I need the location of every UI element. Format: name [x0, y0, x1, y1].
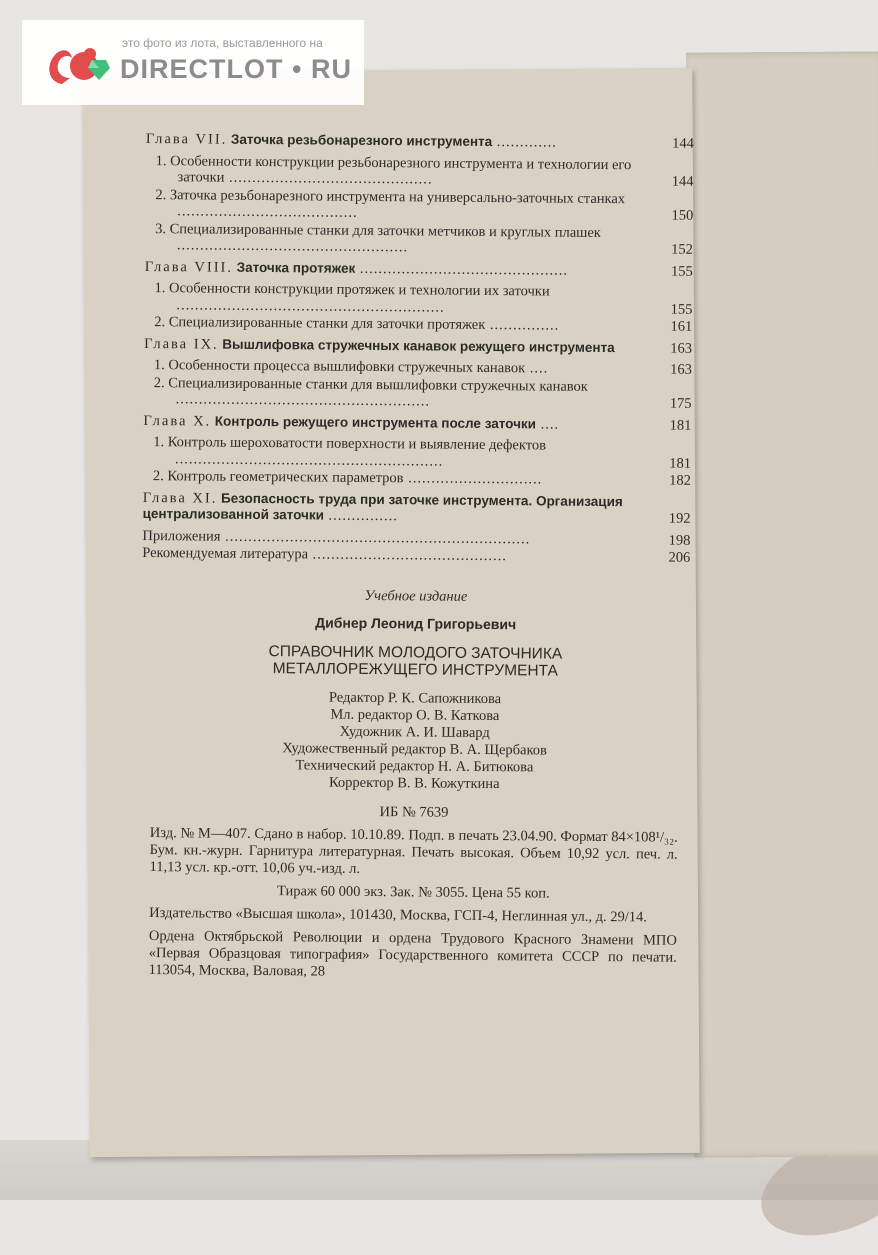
- circulation: Тираж 60 000 экз. Зак. № 3055. Цена 55 коп.: [139, 881, 687, 903]
- edition-type: Учебное издание: [142, 585, 690, 607]
- entry-text: 1. Особенности конструкции протяжек и технологии их заточки: [155, 280, 550, 299]
- table-of-contents: [142, 131, 694, 566]
- toc-entry-label: [177, 221, 653, 258]
- toc-entry-label: [176, 314, 652, 335]
- dot-leader: ............................................: [224, 170, 432, 188]
- chapter-number: Глава VIII.: [145, 258, 233, 275]
- watermark-brand: DIRECTLOT • RU: [120, 54, 352, 85]
- toc-entry-label: [146, 131, 654, 152]
- entry-text: 1. Особенности процесса вышлифовки стружечных канавок: [154, 357, 525, 376]
- page-number: 144: [653, 173, 693, 190]
- toc-section: [148, 375, 692, 413]
- chapter-number: Глава X.: [143, 412, 211, 429]
- page-number: 150: [653, 207, 693, 224]
- typography: Ордена Октябрьской Революции и ордена Трудового Красного Знамени МПО «Первая Образцовая типография» Государственного комитета СССР по печати. 113054, Москва, Валовая, 28: [139, 927, 687, 983]
- toc-chapter: [146, 131, 694, 152]
- toc-chapter: [143, 412, 691, 433]
- toc-section: [147, 468, 691, 489]
- dot-leader: ..................................................................: [220, 528, 530, 547]
- page-number: 155: [652, 301, 692, 318]
- chapter-title: Контроль режущего инструмента после заточки: [215, 413, 536, 431]
- watermark-banner: [22, 20, 364, 105]
- dot-leader: ..........................................................: [176, 297, 444, 315]
- dot-leader: .............: [492, 134, 557, 151]
- staff-line: Корректор В. В. Кожуткина: [140, 772, 688, 794]
- toc-chapter: [144, 335, 692, 356]
- entry-text: 2. Специализированные станки для вышлифовки стружечных канавок: [154, 375, 588, 395]
- book-title: [141, 641, 689, 680]
- printing-details: Изд. № М—407. Сдано в набор. 10.10.89. Подп. в печать 23.04.90. Формат 84×108¹/₃₂. Бум. кн.-журн. Гарнитура литературная. Печать высокая. Объем 10,92 усл. печ. л. 11,13 усл. кр.-отт. 10,06 уч.-изд. л.: [139, 824, 687, 880]
- book-title-line: МЕТАЛЛОРЕЖУЩЕГО ИНСТРУМЕНТА: [141, 658, 689, 680]
- toc-entry-label: [176, 375, 652, 412]
- chapter-number: Глава IX.: [144, 335, 219, 352]
- entry-text: 1. Контроль шероховатости поверхности и выявление дефектов: [153, 434, 546, 453]
- staff-line: Мл. редактор О. В. Каткова: [141, 704, 689, 726]
- imprint: [139, 585, 690, 983]
- toc-entry-label: [144, 335, 652, 356]
- dot-leader: ...............: [324, 508, 398, 525]
- page-number: 175: [652, 395, 692, 412]
- dot-leader: ....: [536, 416, 559, 432]
- page-number: 144: [654, 135, 694, 152]
- chapter-title: Заточка протяжек: [237, 259, 356, 275]
- dot-leader: .......................................................: [176, 391, 431, 409]
- chapter-number: Глава VII.: [146, 131, 228, 148]
- toc-section: [149, 187, 693, 225]
- dot-leader: .......................................: [177, 203, 358, 221]
- entry-text: 2. Контроль геометрических параметров: [153, 468, 404, 486]
- toc-entry-label: [175, 468, 651, 489]
- book-title-line: СПРАВОЧНИК МОЛОДОГО ЗАТОЧНИКА: [141, 641, 689, 663]
- toc-chapter: [143, 489, 691, 527]
- staff-list: [140, 687, 689, 794]
- toc-entry-label: [177, 153, 653, 190]
- toc-entry-label: [142, 545, 650, 566]
- page-number: 163: [652, 361, 692, 378]
- page-number: 155: [653, 263, 693, 280]
- page-number: 182: [651, 472, 691, 489]
- entry-text: 2. Заточка резьбонарезного инструмента на универсально-заточных станках: [155, 187, 625, 207]
- entry-text: Рекомендуемая литература: [142, 545, 308, 562]
- dot-leader: ..........................................: [308, 546, 507, 564]
- page-number: 161: [652, 318, 692, 335]
- toc-entry-label: [145, 258, 653, 279]
- dot-leader: .............................................: [355, 260, 568, 278]
- squirrel-logo-icon: [44, 38, 112, 90]
- page-number: 198: [650, 532, 690, 549]
- page-number: 152: [653, 241, 693, 258]
- staff-line: Редактор Р. К. Сапожникова: [141, 687, 689, 709]
- ib-number: ИБ № 7639: [140, 801, 688, 823]
- dot-leader: ..........................................................: [175, 451, 443, 469]
- entry-text: 2. Специализированные станки для заточки протяжек: [154, 314, 485, 333]
- entry-text: Приложения: [142, 527, 220, 544]
- chapter-title: Безопасность труда при заточке инструмента. Организация централизованной заточки: [143, 490, 623, 522]
- entry-text: 1. Особенности конструкции резьбонарезного инструмента и технологии его заточки: [156, 153, 632, 186]
- chapter-title: Заточка резьбонарезного инструмента: [231, 132, 492, 149]
- page-number: 163: [652, 340, 692, 357]
- toc-chapter: [145, 258, 693, 279]
- facing-page: [686, 51, 878, 1157]
- page-number: 206: [650, 549, 690, 566]
- page-number: 181: [651, 417, 691, 434]
- toc-item: [142, 545, 690, 566]
- toc-section: [149, 221, 693, 259]
- toc-section: [148, 280, 692, 318]
- toc-section: [148, 314, 692, 335]
- dot-leader: ...............: [485, 317, 559, 334]
- chapter-number: Глава XI.: [143, 489, 218, 506]
- toc-section: [147, 434, 691, 472]
- toc-entry-label: [177, 187, 653, 224]
- publisher: Издательство «Высшая школа», 101430, Москва, ГСП-4, Неглинная ул., д. 29/14.: [139, 904, 687, 926]
- watermark-caption: это фото из лота, выставленного на: [122, 36, 323, 50]
- toc-entry-label: [143, 412, 651, 433]
- staff-line: Художник А. И. Шавард: [141, 721, 689, 743]
- toc-entry-label: [175, 434, 651, 471]
- dot-leader: .............................: [403, 470, 542, 487]
- toc-entry-label: [176, 280, 652, 317]
- toc-entry-label: [143, 489, 651, 526]
- page-content: [139, 126, 694, 989]
- author-name: Дибнер Леонид Григорьевич: [142, 612, 690, 634]
- page-number: 192: [651, 510, 691, 527]
- dot-leader: ....: [525, 360, 548, 376]
- staff-line: Технический редактор Н. А. Битюкова: [140, 755, 688, 777]
- entry-text: 3. Специализированные станки для заточки метчиков и круглых плашек: [155, 221, 601, 241]
- page-number: 181: [651, 455, 691, 472]
- staff-line: Художественный редактор В. А. Щербаков: [141, 738, 689, 760]
- dot-leader: ..................................................: [177, 237, 408, 255]
- toc-section: [149, 153, 693, 191]
- chapter-title: Вышлифовка стружечных канавок режущего инструмента: [222, 336, 614, 354]
